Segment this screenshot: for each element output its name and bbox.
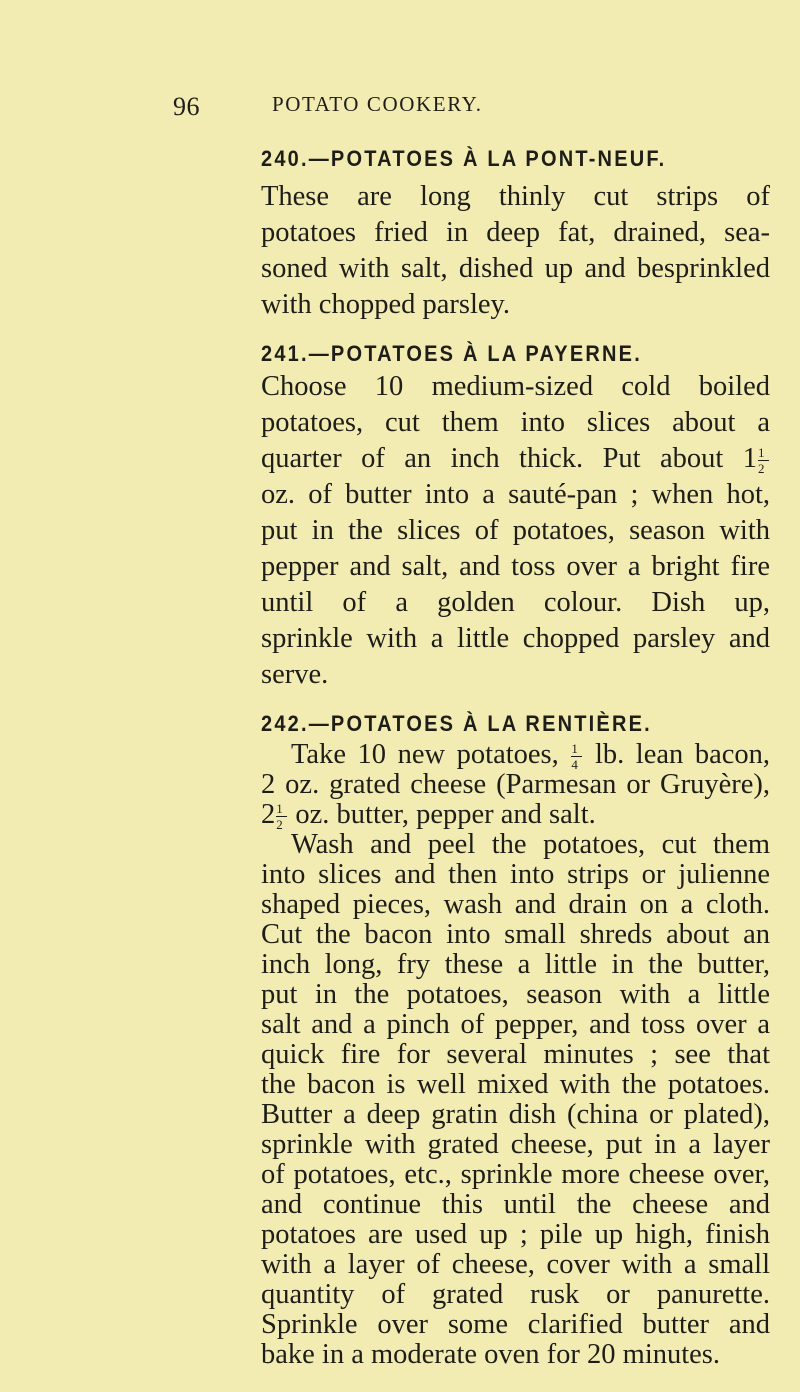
text-line: Butter a deep gratin dish (china or plated),	[261, 1099, 770, 1130]
running-head	[173, 92, 593, 126]
text-line: soned with salt, dished up and besprinkled	[261, 253, 770, 284]
text-run: Take 10 new potatoes,	[291, 739, 559, 770]
text-line	[261, 442, 770, 476]
text-line: with a layer of cheese, cover with a small	[261, 1249, 770, 1280]
text-line: put in the slices of potatoes, season with	[261, 515, 770, 546]
fraction-numerator: 1	[571, 742, 582, 757]
fraction-half	[758, 446, 769, 475]
text-line: pepper and salt, and toss over a bright fire	[261, 551, 770, 582]
text-run: oz. butter, pepper and salt.	[295, 799, 596, 830]
text-line: potatoes, cut them into slices about a	[261, 407, 770, 438]
text-line: oz. of butter into a sauté-pan ; when hot,	[261, 479, 770, 510]
text-line: into slices and then into strips or julienne	[261, 859, 770, 890]
text-line: These are long thinly cut strips of	[261, 181, 770, 212]
text-line: until of a golden colour. Dish up,	[261, 587, 770, 618]
text-line: potatoes are used up ; pile up high, finish	[261, 1219, 770, 1250]
text-line: with chopped parsley.	[261, 289, 511, 320]
text-line: and continue this until the cheese and	[261, 1189, 770, 1220]
text-run: quarter of an inch thick. Put about 1	[261, 443, 757, 474]
text-line: potatoes fried in deep fat, drained, sea-	[261, 217, 770, 248]
text-line: quantity of grated rusk or panurette.	[261, 1279, 770, 1310]
text-line: bake in a moderate oven for 20 minutes.	[261, 1339, 721, 1370]
text-line: put in the potatoes, season with a little	[261, 979, 770, 1010]
text-line: 2 oz. grated cheese (Parmesan or Gruyère),	[261, 769, 770, 800]
fraction-numerator: 1	[276, 802, 287, 817]
text-run: 2	[261, 799, 276, 830]
text-line: sprinkle with a little chopped parsley and	[261, 623, 770, 654]
text-line: Sprinkle over some clarified butter and	[261, 1309, 770, 1340]
text-line: quick fire for several minutes ; see that	[261, 1039, 770, 1070]
fraction-half	[276, 802, 287, 831]
text-line: Wash and peel the potatoes, cut them	[291, 829, 770, 860]
fraction-quarter	[571, 742, 582, 771]
text-line: of potatoes, etc., sprinkle more cheese over,	[261, 1159, 770, 1190]
recipe-heading: 240.—POTATOES À LA PONT-NEUF.	[261, 147, 667, 172]
text-line: sprinkle with grated cheese, put in a layer	[261, 1129, 770, 1160]
text-run: lb. lean bacon,	[594, 739, 771, 770]
text-line: serve.	[261, 659, 329, 690]
text-line: shaped pieces, wash and drain on a cloth.	[261, 889, 770, 920]
fraction-numerator: 1	[758, 446, 769, 461]
text-line: Cut the bacon into small shreds about an	[261, 919, 770, 950]
fraction-denominator: 4	[571, 756, 578, 772]
text-line	[291, 740, 770, 771]
fraction-denominator: 2	[758, 460, 765, 476]
fraction-denominator: 2	[276, 816, 283, 832]
running-title: POTATO COOKERY.	[272, 92, 483, 116]
text-line: salt and a pinch of pepper, and toss over a	[261, 1009, 770, 1040]
text-line: inch long, fry these a little in the butter,	[261, 949, 770, 980]
page-number: 96	[173, 92, 200, 121]
recipe-heading: 241.—POTATOES À LA PAYERNE.	[261, 342, 642, 367]
text-line	[261, 800, 770, 831]
text-line: Choose 10 medium-sized cold boiled	[261, 371, 770, 402]
recipe-heading: 242.—POTATOES À LA RENTIÈRE.	[261, 712, 652, 737]
text-line: the bacon is well mixed with the potatoes.	[261, 1069, 770, 1100]
